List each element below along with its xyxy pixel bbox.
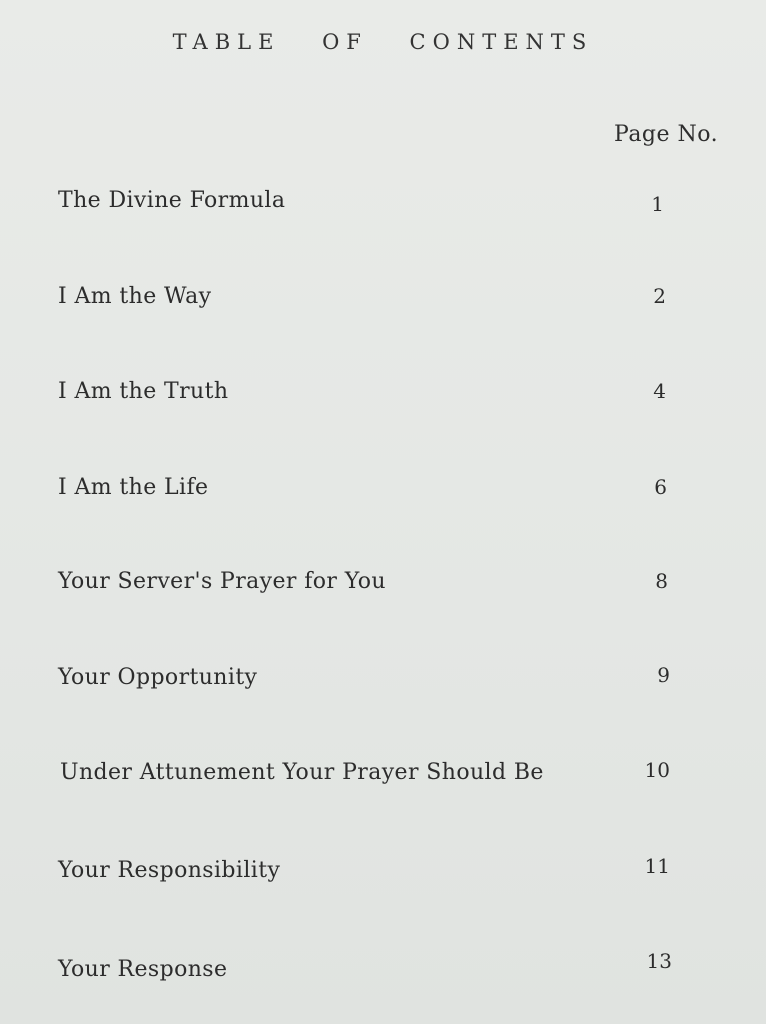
toc-entry-title: I Am the Truth — [58, 379, 229, 404]
toc-entry — [58, 949, 698, 997]
toc-entry — [60, 760, 700, 800]
toc-entry-title: I Am the Life — [58, 475, 209, 500]
toc-entry-page: 13 — [646, 949, 672, 973]
toc-entry-page: 9 — [657, 663, 670, 687]
toc-entry-page: 4 — [653, 379, 666, 403]
toc-entry-title: I Am the Way — [58, 284, 212, 309]
toc-entry-page: 6 — [654, 475, 667, 499]
toc-entry-title: The Divine Formula — [58, 188, 286, 213]
toc-entry — [58, 665, 698, 705]
toc-entry-title: Your Responsibility — [58, 858, 281, 883]
toc-entry — [58, 854, 698, 898]
toc-entry-title: Your Server's Prayer for You — [58, 569, 386, 594]
toc-entry-title: Your Opportunity — [58, 665, 258, 690]
toc-entry — [58, 379, 698, 419]
toc-entry-title: Under Attunement Your Prayer Should Be — [60, 760, 544, 785]
toc-entry — [58, 569, 698, 609]
toc-entry-page: 2 — [653, 284, 666, 308]
toc-entry-page: 8 — [655, 569, 668, 593]
toc-entry — [58, 475, 698, 515]
page-title: TABLE OF CONTENTS — [172, 30, 594, 54]
toc-entry-page: 1 — [651, 192, 664, 216]
page-number-column-header: Page No. — [614, 122, 719, 147]
toc-entry-title: Your Response — [58, 957, 228, 982]
toc-entry-page: 10 — [644, 758, 670, 782]
toc-entry-page: 11 — [644, 854, 670, 878]
toc-entry — [58, 284, 698, 324]
toc-entry — [58, 188, 698, 228]
